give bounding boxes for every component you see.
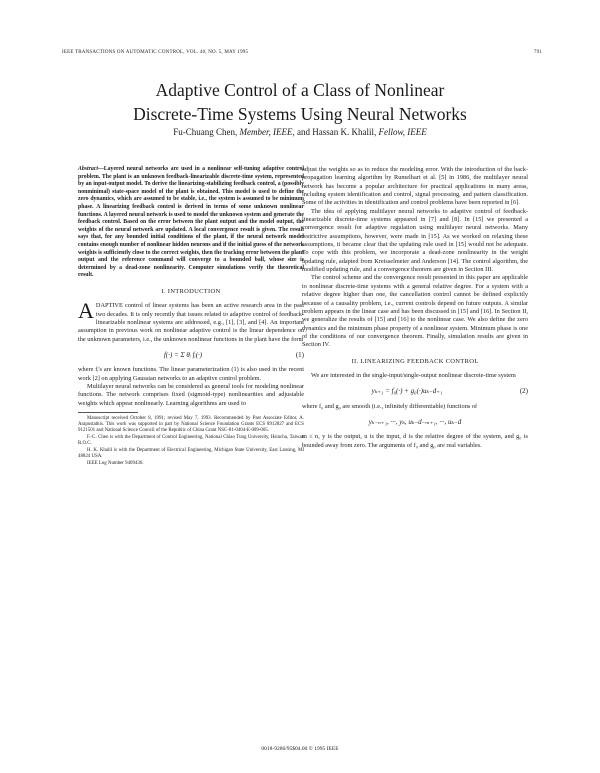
equation-3 — [302, 418, 528, 426]
equation-1-expression: f(·) = Σ θᵢ fᵢ(·) — [163, 350, 203, 359]
page-number: 791 — [533, 50, 542, 55]
footnote-manuscript: Manuscript received October 8, 1991; revised May 7, 1993. Recommended by Past Associate Editor, A. Arapostathis. This work was supported in part by National Science Foundation Grants ECS 8912827 and ECS 9121501 and National Science Council of the Republic of China Grant NSC-81-0404-E-009-005. — [78, 416, 304, 434]
section-2-heading: II. LINEARIZING FEEDBACK CONTROL — [351, 357, 479, 365]
section-2-paragraph-2: where f₀ and g₀ are smooth (i.e., infinitely differentiable) functions of — [302, 402, 478, 410]
author-connector: and — [296, 127, 310, 137]
equation-2 — [302, 387, 528, 395]
author-1: Fu-Chuang Chen, — [173, 127, 238, 137]
abstract-body: Layered neural networks are used in a nonlinear self-tuning adaptive control problem. The plant is an unknown feedback-linearizable discrete-time system, represented by an input-output model. To derive the linearizing-stabilizing feedback control, a (possibly nonminimal) state-space model of the plant is obtained. This model is used to define the zero dynamics, which are assumed to be stable, i.e., the system is assumed to be minimum phase. A linearizing feedback control is derived in terms of some unknown nonlinear functions. A layered neural network is used to model the unknown system and generate the feedback control. Based on the error between the plant output and the model output, the weights of the neural network are updated. A local convergence result is given. The result says that, for any bounded initial conditions of the plant, if the neural network model contains enough number of nonlinear hidden neurons and if the initial guess of the network weights is sufficiently close to the correct weights, then the tracking error between the plant output and the reference command will converge to a bounded ball, whose size is determined by a dead-zone nonlinearity. Computer simulations verify the theoretical result. — [78, 166, 304, 279]
footnotes — [78, 416, 304, 467]
equation-2-expression: yₖ₊₁ = f₀(·) + g₀(·)uₖ₋d₊₁ — [371, 387, 443, 396]
author-line — [60, 127, 540, 137]
author-2: Hassan K. Khalil, — [312, 127, 377, 137]
equation-2-number: (2) — [519, 387, 528, 396]
right-column — [302, 166, 528, 450]
intro-paragraph-1: ADAPTIVE control of linear systems has been an active research area in the past two decades. It is only recently that issues related to adaptive control of feedback-linearizable nonlinear systems are addressed, e.g., [1], [3], and [4]. An important assumption in previous work on nonlinear adaptive control is the linear dependence on the unknown parameters, i.e., the unknown nonlinear functions in the plant have the form — [78, 298, 304, 343]
right-paragraph-3: The control scheme and the convergence result presented in this paper are applicable to nonlinear discrete-time systems with a general relative degree. For a system with a relative degree higher than one, the cancellation control cannot be defined explicitly because of a causality problem, i.e., current controls depend on future outputs. A similar problem appears in the linear case and has been discussed in [15] and [16]. In Section II, we generalize the results of [15] and [16] to the nonlinear case. We also define the zero dynamics and the minimum phase property of a nonlinear system. Minimum phase is one of the conditions of our convergence theorem. Finally, simulation results are given in Section IV. — [302, 274, 528, 349]
journal-header: IEEE TRANSACTIONS ON AUTOMATIC CONTROL, VOL. 40, NO. 5, MAY 1995 — [62, 50, 249, 55]
title-line-1: Adaptive Control of a Class of Nonlinear — [155, 80, 445, 100]
right-paragraph-1: adjust the weights so as to reduce the modeling error. With the introduction of the back-propagation learning algorithm by Rumelhart et al. [5] in 1986, the multilayer neural network has become a popular architecture for practical applications in many areas, including system identification and control, signal processing, and pattern classification. Some of the activities in identification and control problems have been reported in [6]. — [302, 166, 528, 207]
footnote-author-2: H. K. Khalil is with the Department of Electrical Engineering, Michigan State University, East Lansing, MI 48824 USA. — [78, 448, 304, 460]
section-2-paragraph-1: We are interested in the single-input/single-output nonlinear discrete-time system — [311, 371, 516, 379]
footnote-divider — [78, 412, 138, 413]
footnote-author-1: F.-C. Chen is with the Department of Control Engineering, National Chiao Tung University, Hsinchu, Taiwan R.O.C. — [78, 435, 304, 447]
running-head — [62, 50, 542, 55]
author-1-role: Member, IEEE, — [239, 127, 295, 137]
abstract-label: Abstract— — [78, 166, 104, 172]
title-line-2: Discrete-Time Systems Using Neural Networks — [133, 104, 467, 124]
equation-1-number: (1) — [295, 350, 304, 359]
right-paragraph-2: The idea of applying multilayer neural networks to adaptive control of feedback-linearizable discrete-time systems appeared in [7] and [8]. In [15] we presented a convergence result for adaptive regulation using multilayer neural networks. Many restrictive assumptions, however, were made in [15]. As we worked on relaxing these assumptions, it became clear that the updating rule used in [15] would not be adequate. To cope with this problem, we incorporate a dead-zone nonlinearity in the weight updating rule, adapted from Kreisselmeier and Anderson [14]. The control algorithm, the modified updating rule, and a convergence theorem are given in Section III. — [302, 207, 528, 274]
left-column — [78, 166, 304, 468]
intro-paragraph-3: Multilayer neural networks can be considered as general tools for modeling nonlinear functions. The network comprises fixed (sigmoid-type) nonlinearities and adjustable weights which appear nonlinearly. Learning algorithms are used to — [78, 383, 304, 407]
footnote-log-number: IEEE Log Number 9409436. — [87, 461, 144, 467]
abstract — [78, 166, 304, 280]
copyright-line: 0018-9286/95$04.00 © 1995 IEEE — [261, 746, 339, 752]
equation-3-expression: yₖ₋ₙ₊₁, ···, yₖ, uₖ₋d₋ₘ₊₁, ···, uₖ₋d — [368, 417, 462, 426]
author-2-role: Fellow, IEEE — [378, 127, 427, 137]
equation-1 — [78, 351, 304, 359]
intro-paragraph-2: where fᵢ's are known functions. The linear parameterization (1) is also used in the recent work [2] on applying Gaussian networks to an adaptive control problem. — [78, 366, 304, 382]
section-2-paragraph-3: m ≤ n, y is the output, u is the input, d is the relative degree of the system, and g₀ is bounded away from zero. The arguments of f₀ and g₀ are real variables. — [302, 433, 528, 449]
section-1-heading: I. INTRODUCTION — [161, 287, 221, 295]
paper-title — [60, 78, 540, 126]
